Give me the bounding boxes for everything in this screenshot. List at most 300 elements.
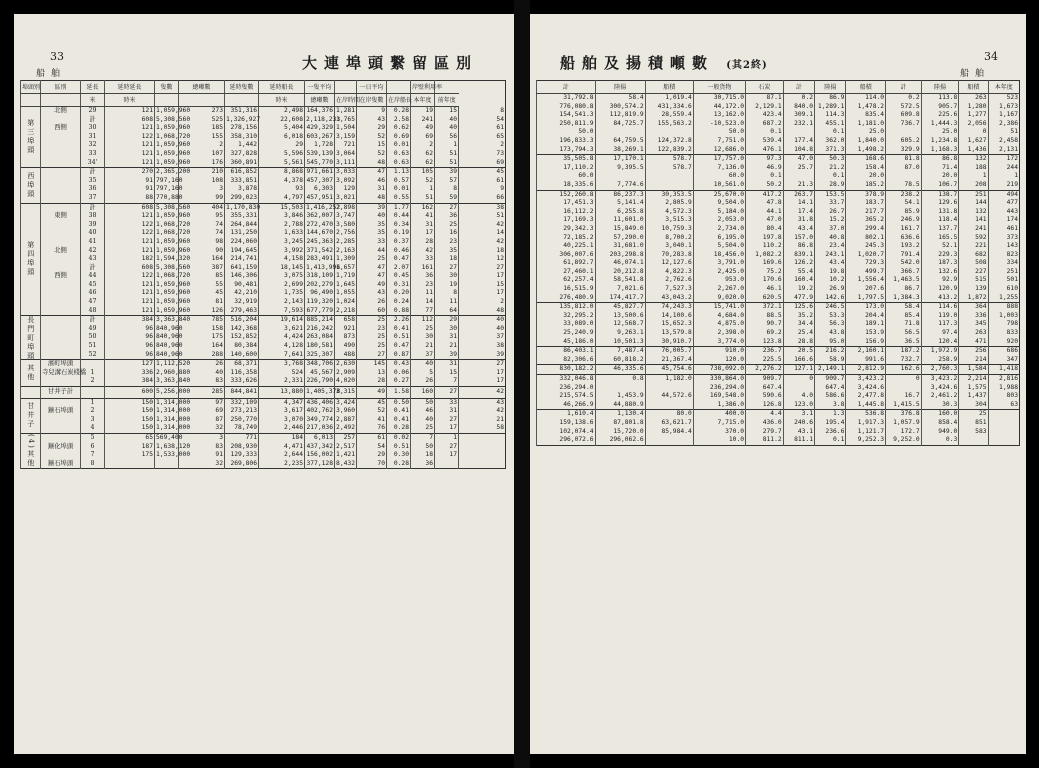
cell	[988, 410, 1019, 419]
cell: 1,384.3	[886, 294, 922, 303]
cell: 1,068,720	[156, 132, 191, 140]
cell	[41, 433, 81, 442]
cell: 269,806	[225, 460, 259, 469]
cell: 104.8	[783, 146, 814, 155]
table-row	[537, 303, 1020, 312]
cell: 429,329	[306, 124, 333, 132]
cell: 13,500.6	[595, 312, 645, 321]
cell: 46	[411, 407, 435, 416]
cell: 129,333	[225, 451, 259, 460]
cell: 0.41	[387, 325, 411, 334]
cell: 36	[435, 212, 459, 221]
cell: 166.6	[783, 356, 814, 365]
cell: 365.2	[846, 216, 886, 225]
cell: 76,005.7	[645, 347, 693, 356]
cell: 578.7	[645, 164, 693, 173]
cell: 7,136.0	[693, 164, 745, 173]
cell: 245.3	[846, 242, 886, 251]
section-label: 甘井子	[21, 398, 41, 433]
cell: 68,371	[225, 360, 259, 369]
cell: 138.7	[921, 190, 959, 199]
cell: 332,046.8	[537, 375, 596, 384]
cell: 97.4	[921, 329, 959, 338]
cell: 2,458	[988, 137, 1019, 146]
cell: 431,334.6	[645, 103, 693, 112]
cell	[988, 428, 1019, 437]
cell: 54.1	[886, 199, 922, 208]
cell: 17,757.0	[693, 155, 745, 164]
cell: 9,263.1	[595, 329, 645, 338]
cell: 0.1	[815, 128, 846, 137]
cell: 38,269.1	[595, 146, 645, 155]
cell: 2,492	[335, 424, 357, 433]
cell: 1	[435, 141, 459, 150]
cell: 51	[459, 212, 506, 221]
cell: 165.5	[921, 234, 959, 243]
cell: 46.1	[746, 285, 784, 294]
cell: 32,919	[225, 298, 259, 307]
cell: 142.6	[815, 294, 846, 303]
cell: 48	[81, 307, 105, 316]
cell: 58.4	[886, 303, 922, 312]
cell: 129.6	[921, 199, 959, 208]
cell: 1,314,000	[156, 407, 191, 415]
cell: 30	[435, 272, 459, 281]
cell: 736.7	[886, 120, 922, 129]
cell: 0.87	[387, 351, 411, 360]
cell: 25.0	[921, 128, 959, 137]
right-col-header-6: 陸揚	[815, 81, 846, 94]
cell: 47.0	[783, 155, 814, 164]
cell: 48	[459, 307, 506, 316]
cell: 59	[435, 194, 459, 203]
cell: 686	[988, 347, 1019, 356]
cell: 141	[959, 216, 988, 225]
cell: 35.2	[783, 312, 814, 321]
cell: 1,988	[988, 384, 1019, 393]
cell: 70,283.8	[645, 251, 693, 260]
cell: 246.5	[815, 303, 846, 312]
cell: 1,309	[336, 255, 355, 263]
cell: 270	[105, 168, 155, 177]
cell: 37	[411, 351, 435, 360]
cell: 499.7	[846, 268, 886, 277]
cell: 1,059,960	[156, 280, 191, 288]
table-row	[537, 208, 1020, 217]
cell: 70	[357, 460, 387, 469]
cell: 3,021	[335, 194, 357, 203]
cell: 457,307	[306, 176, 333, 184]
cell: 30,715.0	[693, 94, 745, 103]
cell: 333,851	[225, 177, 259, 186]
cell: 18,335.6	[537, 181, 596, 190]
cell: 144,670	[306, 229, 333, 237]
cell: 60.0	[693, 172, 745, 181]
cell: 1,436	[959, 146, 988, 155]
cell: 63,621.7	[645, 419, 693, 428]
cell: 888	[988, 303, 1019, 312]
cell: 11	[411, 289, 435, 298]
cell: 17	[459, 272, 506, 281]
cell: 436,406	[306, 398, 333, 406]
cell: 31	[435, 407, 459, 416]
cell: 30	[411, 333, 435, 342]
cell: 66	[459, 194, 506, 203]
cell: 376.8	[886, 410, 922, 419]
cell: 47	[357, 168, 387, 177]
page-title-right-main: 船舶及揚積噸數	[560, 54, 715, 72]
cell: 36.5	[886, 338, 922, 347]
table-row	[537, 216, 1020, 225]
cell: 360,891	[225, 159, 259, 168]
cell: 20,212.8	[595, 268, 645, 277]
cell: 0.28	[387, 107, 411, 116]
cell: 169,548.0	[693, 392, 745, 401]
left-page	[14, 14, 514, 754]
cell: 7	[411, 433, 435, 442]
cell: 43,043.2	[645, 294, 693, 303]
cell: 1,797.5	[846, 294, 886, 303]
cell: 949.0	[921, 428, 959, 437]
cell: 164,376	[306, 107, 333, 114]
cell: 204.4	[846, 312, 886, 321]
cell: 121	[105, 141, 155, 150]
cell: 0.01	[387, 141, 411, 150]
cell: 0.02	[387, 433, 411, 442]
cell: 0.19	[387, 229, 411, 238]
cell: 86.9	[815, 94, 846, 103]
cell: 1,168.3	[921, 146, 959, 155]
cell: 121	[105, 107, 155, 116]
cell: 2,887	[336, 415, 355, 423]
cell: 7,527.3	[645, 285, 693, 294]
cell: 542.0	[886, 259, 922, 268]
cell: 647.4	[746, 384, 784, 393]
table-row	[21, 443, 506, 452]
cell: 3,617	[259, 407, 305, 416]
cell: 1,533,000	[156, 451, 191, 459]
cell: 2.26	[387, 316, 411, 325]
cell: 15,741.0	[693, 303, 745, 312]
cell: 119,320	[306, 298, 333, 306]
cell: 85,984.4	[645, 428, 693, 437]
cell: 16,112.2	[537, 208, 596, 217]
cell: 687.2	[746, 120, 784, 129]
cell: 27	[459, 264, 506, 273]
cell: 58	[459, 424, 506, 433]
cell: 2,446	[259, 424, 305, 433]
cell: 300,574.2	[595, 103, 645, 112]
table-row	[537, 128, 1020, 137]
cell: 578.7	[645, 155, 693, 164]
cell: 78,749	[225, 424, 259, 433]
cell: 170.6	[746, 276, 784, 285]
cell: 2,235	[259, 460, 305, 469]
cell: 17,451.3	[537, 199, 596, 208]
cell: 濱町埠頭	[41, 360, 81, 369]
cell: 35,505.8	[537, 155, 596, 164]
cell: 33	[357, 238, 387, 247]
cell: 19.8	[815, 268, 846, 277]
cell: 12,568.7	[595, 320, 645, 329]
cell: 214	[959, 356, 988, 365]
cell: 27,460.1	[537, 268, 596, 277]
cell: 114.6	[921, 303, 959, 312]
cell: 1,594,320	[156, 255, 191, 263]
cell: 243.1	[815, 251, 846, 260]
cell: 9	[459, 185, 506, 194]
cell: 18	[459, 247, 506, 256]
cell: 40,225.1	[537, 242, 596, 251]
cell: 523	[988, 94, 1019, 103]
cell: 3,363,840	[156, 316, 191, 324]
left-section-2	[21, 203, 506, 316]
cell	[41, 116, 81, 125]
table-row	[537, 329, 1020, 338]
cell: 610	[988, 285, 1019, 294]
left-subheader-row	[21, 94, 506, 107]
cell: 797,160	[156, 185, 183, 193]
section-label: 長門町埠頭	[21, 316, 41, 360]
cell: 43	[357, 289, 387, 298]
cell: 27	[459, 360, 506, 369]
cell: 182	[105, 255, 155, 264]
cell: 2,644	[259, 451, 305, 460]
cell: 0.46	[387, 247, 411, 256]
cell: 37	[459, 333, 506, 342]
cell: 5,256,000	[155, 387, 179, 399]
cell	[595, 172, 645, 181]
table-row	[537, 276, 1020, 285]
cell: 27	[435, 416, 459, 425]
cell: 4.4	[746, 410, 784, 419]
table-row	[537, 356, 1020, 365]
cell: 2,699	[259, 281, 305, 290]
table-row	[537, 103, 1020, 112]
cell: 0.2	[886, 94, 922, 103]
cell: 30,910.7	[645, 338, 693, 347]
cell: 64,759.5	[595, 137, 645, 146]
cell: 58,541.8	[595, 276, 645, 285]
cell: 153.9	[846, 329, 886, 338]
cell: 107	[179, 150, 225, 159]
cell: 1,068,720	[156, 229, 191, 237]
cell: 30	[81, 124, 105, 133]
cell: 17	[459, 289, 506, 298]
cell: 2.58	[387, 116, 411, 125]
cell	[41, 177, 81, 186]
cell: 798	[988, 320, 1019, 329]
cell: 42	[459, 238, 506, 247]
cell: 38	[81, 212, 105, 221]
cell: 0.57	[387, 177, 411, 186]
cell: 214,741	[225, 255, 259, 264]
cell: 13,579.8	[645, 329, 693, 338]
cell	[959, 436, 988, 445]
right-col-header-1: 陸揚	[595, 81, 645, 94]
cell: 7,641	[259, 351, 305, 360]
cell	[41, 221, 81, 230]
cell: 330,864.0	[693, 375, 745, 384]
cell: 3,315	[335, 387, 357, 399]
cell: 91	[179, 451, 225, 460]
cell: 175	[179, 333, 225, 342]
cell	[105, 460, 155, 469]
section-label: 其他	[21, 360, 41, 387]
cell: 7,021.6	[595, 285, 645, 294]
cell: 40	[459, 316, 506, 325]
cell: 296,062.6	[595, 436, 645, 445]
cell: 65	[459, 133, 506, 142]
cell: 5,404	[259, 124, 305, 133]
cell: 42	[459, 387, 506, 399]
cell: 20.0	[846, 172, 886, 181]
cell: 3,423.2	[921, 375, 959, 384]
table-row	[21, 159, 506, 168]
cell: 2,056	[959, 120, 988, 129]
page-header-tag-left: 船舶	[36, 69, 67, 79]
table-row	[537, 172, 1020, 181]
cell: 43	[357, 116, 387, 125]
cell: 851	[959, 419, 988, 428]
cell: 885,214	[306, 316, 333, 324]
cell: 155,563.2	[645, 120, 693, 129]
cell: 122	[105, 221, 155, 230]
table-row	[537, 181, 1020, 190]
cell: 112,819.9	[595, 111, 645, 120]
cell: 263.7	[783, 190, 814, 199]
cell	[41, 342, 81, 351]
cell: 729.3	[846, 259, 886, 268]
cell: 1,277	[959, 111, 988, 120]
cell: 586.6	[815, 392, 846, 401]
cell: 49	[357, 281, 387, 290]
page-header-tag-right: 船舶	[960, 69, 991, 79]
cell: 909.7	[746, 375, 784, 384]
cell: 279.7	[746, 428, 784, 437]
cell: 114.3	[815, 111, 846, 120]
cell: 9	[357, 107, 387, 116]
cell: 31,681.0	[595, 242, 645, 251]
cell	[41, 203, 81, 212]
cell: 1,405,378	[305, 387, 335, 399]
cell: 184	[259, 433, 305, 442]
cell: 56	[435, 133, 459, 142]
cell: 26.9	[815, 285, 846, 294]
cell: 120.4	[921, 338, 959, 347]
cell	[41, 229, 81, 238]
cell: 1,068,720	[156, 272, 191, 280]
cell: 121	[105, 150, 155, 159]
cell: 6	[81, 443, 105, 452]
cell: 82,306.6	[537, 356, 596, 365]
cell: 216,242	[306, 324, 333, 332]
cell: 785	[179, 316, 225, 325]
left-col-unit-8: 總噸數	[305, 94, 335, 107]
table-row	[21, 333, 506, 342]
cell: 732.7	[886, 356, 922, 365]
cell: 348,706	[306, 360, 333, 368]
cell	[81, 387, 105, 399]
cell: 50.0	[537, 128, 596, 137]
cell: 210	[179, 168, 225, 177]
cell: 150	[105, 398, 155, 407]
cell: 0.1	[746, 172, 784, 181]
right-section-5	[537, 365, 1020, 375]
cell: 3,846	[259, 212, 305, 221]
cell: 84,725.7	[595, 120, 645, 129]
cell: 347	[988, 356, 1019, 365]
table-row	[21, 150, 506, 159]
cell: 177.4	[783, 137, 814, 146]
cell: 490	[335, 342, 357, 351]
cell: 47	[357, 264, 387, 273]
table-row	[21, 398, 506, 407]
cell: 840,960	[156, 324, 183, 332]
cell: 620.5	[746, 294, 784, 303]
cell: 174	[988, 216, 1019, 225]
cell: 87.1	[746, 94, 784, 103]
cell: 21	[411, 342, 435, 351]
table-row	[21, 238, 506, 247]
cell: 358,310	[225, 133, 259, 142]
cell: 110.2	[746, 242, 784, 251]
cell: 1,421	[336, 451, 355, 459]
table-row	[21, 177, 506, 186]
cell: 590.6	[746, 392, 784, 401]
cell	[459, 460, 506, 469]
cell: 25	[357, 333, 387, 342]
cell: 83	[179, 443, 225, 452]
cell: 1,255	[988, 294, 1019, 303]
cell: 29	[357, 124, 387, 133]
left-col-header-10: 一日平均	[357, 81, 387, 94]
cell: 189.1	[846, 320, 886, 329]
cell: 121	[105, 307, 155, 316]
cell: 1,112,520	[156, 360, 191, 368]
cell	[41, 150, 81, 159]
cell: 90,481	[225, 281, 259, 290]
cell: 0.47	[387, 255, 411, 264]
cell: 31	[81, 133, 105, 142]
cell: 25	[357, 342, 387, 351]
cell: 43.4	[783, 225, 814, 234]
table-row	[537, 164, 1020, 173]
cell: 0.41	[387, 407, 411, 416]
table-row	[21, 212, 506, 221]
cell: 20.5	[783, 347, 814, 356]
cell: 25	[357, 255, 387, 264]
cell: 87.0	[886, 164, 922, 173]
cell: 32	[81, 141, 105, 150]
table-row	[21, 221, 506, 230]
cell: 93	[259, 185, 305, 194]
left-section-7	[21, 433, 506, 468]
cell: 50	[81, 333, 105, 342]
cell: 417.2	[746, 190, 784, 199]
cell: 96	[105, 325, 155, 334]
cell: 28.9	[815, 181, 846, 190]
cell: 17,170.1	[595, 155, 645, 164]
cell: 7,487.4	[595, 347, 645, 356]
cell: 計	[81, 264, 105, 273]
cell: 770,880	[155, 194, 179, 203]
cell: 840,960	[156, 333, 183, 341]
cell: 185.2	[846, 181, 886, 190]
cell: 250,770	[225, 416, 259, 425]
right-section-4	[537, 347, 1020, 365]
cell: 370.0	[693, 428, 745, 437]
